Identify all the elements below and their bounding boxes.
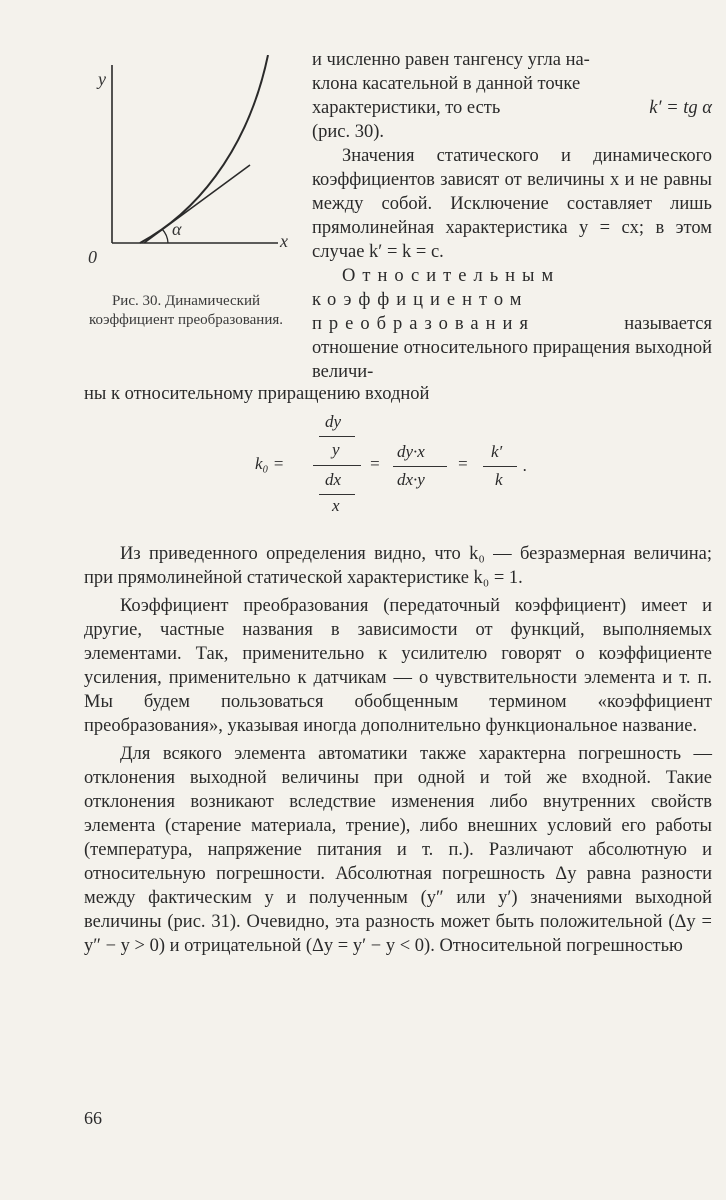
paragraph-error: Для всякого элемента автоматики также характерна погрешность — отклонения выходной величины при одной и той же входной. Такие отклонения возникают вследствие изменения либо внутренних свойств элемента (старение материала, трение), либо внешних условий его работы (температура, напряжение питания и т. п.). Различают абсолютную и относительную погрешности. Абсолютная погрешность Δy равна разности между фактическим y и полученным (y″ или y′) значениями выходной величины (рис. 31). Очевидно, эта разность может быть положительной (Δy = y″ − y > 0) и отрицательной (Δy = y′ − y < 0). Относительной погрешностью bbox=[84, 744, 712, 956]
formula-frac2-den: dx·y bbox=[397, 470, 425, 489]
body-text bbox=[84, 542, 712, 958]
y-axis-label: y bbox=[98, 69, 106, 89]
formula-dx: dx bbox=[325, 470, 342, 489]
full-width-line bbox=[84, 382, 712, 406]
right-column-text bbox=[312, 48, 712, 384]
formula-equals: = bbox=[457, 454, 469, 473]
characteristic-curve bbox=[140, 55, 268, 243]
figure-30-graph bbox=[82, 55, 292, 270]
paragraph-coefficient-names: Коэффициент преобразования (передаточный коэффициент) имеет и другие, частные названия в зависимости от функций, выполняемых элементами. Так, применительно к усилителю говорят о коэффициенте усиления, применительно к датчикам — о чувствительности элемента и т. п. Мы будем пользоваться обобщенным термином «коэффициент преобразования», указывая иногда дополнительно функциональное название. bbox=[84, 596, 712, 736]
x-axis-label: x bbox=[280, 231, 288, 251]
formula-k0 bbox=[255, 410, 555, 520]
formula-period: . bbox=[523, 456, 528, 475]
text-line: и численно равен тангенсу угла на- bbox=[312, 50, 590, 70]
emphasized-term: Относительным коэффициентом преобразования bbox=[312, 266, 561, 334]
text-line: ны к относительному приращению входной bbox=[84, 384, 430, 404]
formula-frac3-num: k′ bbox=[491, 442, 503, 461]
paragraph-relative-coefficient bbox=[312, 264, 712, 384]
figure-30-caption: Рис. 30. Динамический коэффициент преобразования. bbox=[88, 293, 284, 328]
fraction-bar bbox=[393, 466, 447, 467]
fraction-bar bbox=[319, 436, 355, 437]
text-fragment: характеристики, то есть bbox=[312, 98, 501, 118]
origin-label: 0 bbox=[88, 247, 97, 267]
formula-dy: dy bbox=[325, 412, 342, 431]
angle-label: α bbox=[172, 219, 182, 239]
text-line: клона касательной в данной точке bbox=[312, 74, 581, 94]
main-fraction-bar bbox=[313, 465, 361, 466]
angle-arc bbox=[162, 229, 168, 243]
formula-equals: = bbox=[369, 454, 381, 473]
text-line: (рис. 30). bbox=[312, 122, 385, 142]
tangent-line bbox=[144, 165, 250, 243]
formula-y: y bbox=[332, 440, 340, 459]
formula-lhs: k₀ = bbox=[255, 454, 285, 473]
fraction-bar bbox=[483, 466, 517, 467]
formula-frac2-num: dy·x bbox=[397, 442, 425, 461]
text-fragment: называется отношение относительного приращения выходной величи- bbox=[312, 314, 712, 382]
text-line bbox=[312, 96, 712, 120]
fraction-bar bbox=[319, 494, 355, 495]
figure-30 bbox=[82, 55, 292, 270]
paragraph-k0: Из приведенного определения видно, что k₀ — безразмерная величина; при прямолинейной статической характеристике k₀ = 1. bbox=[84, 544, 712, 588]
page-number: 66 bbox=[84, 1108, 102, 1128]
formula-x: x bbox=[332, 496, 340, 515]
math-k-prime: k′ = tg α bbox=[649, 98, 712, 118]
formula-frac3-den: k bbox=[495, 470, 503, 489]
paragraph-static-dynamic: Значения статического и динамического коэффициентов зависят от величины x и не равны между собой. Исключение составляет лишь прямолинейная характеристика y = cx; в этом случае k′ = k = c. bbox=[312, 146, 712, 262]
